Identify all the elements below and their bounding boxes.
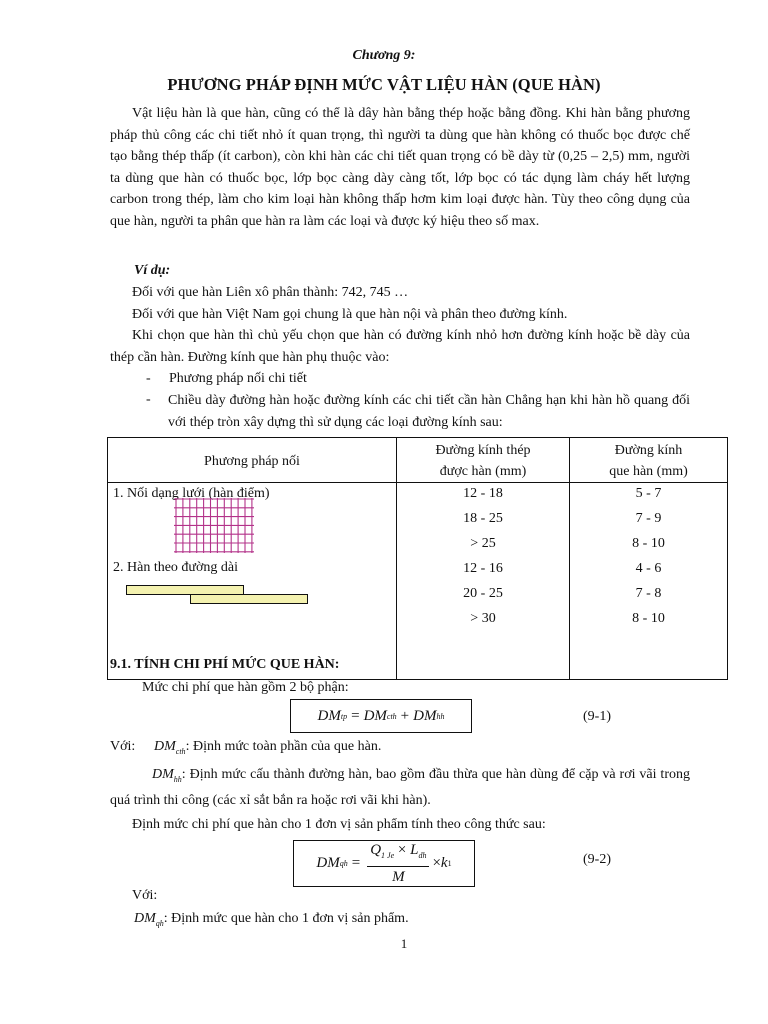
- steel-diameter-value: 20 - 25: [463, 586, 503, 601]
- equals-sign: =: [351, 855, 361, 871]
- definition-dm-hh: [110, 764, 690, 812]
- steel-diameter-cell: [397, 483, 570, 680]
- symbol-dm: DM: [154, 739, 176, 754]
- times-sign: ×: [432, 855, 441, 871]
- header-steel-line1: Đường kính thép: [435, 443, 531, 458]
- definition-dm-cth: [154, 739, 381, 756]
- fraction: [367, 841, 429, 886]
- subscript-cth: cth: [175, 746, 186, 756]
- bullet-item-1: Phương pháp nối chi tiết: [169, 371, 307, 386]
- rod-diameter-value: 7 - 9: [635, 511, 662, 526]
- method-item-2: 2. Hàn theo đường dài: [113, 560, 239, 575]
- example-line-2: Đối với que hàn Việt Nam gọi chung là que hàn nội và phân theo đường kính.: [132, 307, 568, 322]
- subscript-hh: hh: [173, 774, 182, 784]
- rod-diameter-value: 5 - 7: [635, 486, 662, 501]
- grid-mesh-icon: [174, 498, 254, 553]
- header-steel-diameter: [397, 438, 570, 483]
- symbol-dm: DM: [317, 707, 341, 724]
- steel-diameter-value: 12 - 18: [463, 486, 503, 501]
- symbol-l: L: [410, 842, 419, 858]
- symbol-dm: DM: [152, 767, 174, 782]
- header-rod-line1: Đường kính: [614, 443, 683, 458]
- steel-diameter-value: 12 - 16: [463, 561, 503, 576]
- header-rod-diameter: [570, 438, 728, 483]
- example-label: Ví dụ:: [134, 263, 171, 278]
- subscript-tp: tp: [340, 711, 348, 721]
- example-line-1: Đối với que hàn Liên xô phân thành: 742, 745 …: [132, 285, 409, 300]
- method-cell: [108, 483, 397, 680]
- rod-diameter-value: 7 - 8: [635, 586, 662, 601]
- subscript-qh: qh: [155, 918, 164, 928]
- steel-diameter-value: > 25: [470, 536, 496, 551]
- rod-diameter-value: 4 - 6: [635, 561, 662, 576]
- fraction-numerator: [367, 841, 429, 867]
- equation-number-9-1: (9-1): [583, 709, 611, 724]
- symbol-dm: DM: [316, 855, 340, 871]
- example-line-3: Khi chọn que hàn thì chủ yếu chọn que hàn có đường kính nhỏ hơn đường kính hoặc bề dày của thép cần hàn. Đường kính que hàn phụ thuộc vào:: [110, 328, 690, 365]
- rod-diameter-value: 8 - 10: [632, 611, 665, 626]
- formula-9-2-intro: Định mức chi phí que hàn cho 1 đơn vị sản phẩm tính theo công thức sau:: [132, 817, 546, 832]
- formula-9-1: [290, 699, 472, 733]
- header-method-text: Phương pháp nối: [204, 453, 300, 469]
- chapter-title: PHƯƠNG PHÁP ĐỊNH MỨC VẬT LIỆU HÀN (QUE HÀN): [167, 75, 601, 94]
- chapter-label: Chương 9:: [352, 48, 416, 63]
- subscript-1: 1: [447, 859, 452, 868]
- section-intro: Mức chi phí que hàn gồm 2 bộ phận:: [142, 680, 349, 695]
- subscript-qh: qh: [339, 859, 348, 868]
- header-steel-line2: được hàn (mm): [439, 464, 527, 479]
- fraction-denominator: M: [392, 869, 405, 885]
- subscript-dh: dh: [418, 851, 427, 860]
- intro-paragraph: Vật liệu hàn là que hàn, cũng có thể là dây hàn bằng thép hoặc bằng đồng. Khi hàn bằng phương pháp thủ công các chi tiết nhỏ ít quan trọng, thì người ta dùng que hàn không có thuốc bọc được chế tạo bằng thép thấp (ít carbon), còn khi hàn các chi tiết quan trọng có bề dày từ (0,25 – 2,5) mm, người ta dùng que hàn có thuốc bọc, lớp bọc càng dày càng tốt, lớp bọc có tác dụng làm cháy hết lượng carbon trong thép, làm cho kim loại hàn không thấp hơm kim loại được hàn. Tùy theo công dụng của que hàn, người ta phân que hàn ra làm các loại và được ký hiệu theo số max.: [110, 106, 690, 229]
- rod-diameter-cell: [570, 483, 728, 680]
- bullet-dash: -: [146, 371, 151, 386]
- header-method: [108, 438, 397, 483]
- bullet-dash: -: [146, 392, 151, 407]
- equation-number-9-2: (9-2): [583, 852, 611, 867]
- formula-9-2: [293, 840, 475, 887]
- where-label-2: Với:: [132, 888, 158, 903]
- definition-text: : Định mức cấu thành đường hàn, bao gồm đầu thừa que hàn dùng để cặp và rơi vãi trong quá trình thi công (các xỉ sắt bắn ra hoặc rơi vãi khi hàn).: [110, 767, 690, 809]
- lap-weld-bars-icon: [126, 581, 311, 607]
- method-item-1: 1. Nối dạng lưới (hàn điểm): [113, 486, 270, 501]
- definition-text: : Định mức que hàn cho 1 đơn vị sản phẩm.: [163, 911, 409, 926]
- subscript-cth: cth: [386, 711, 397, 721]
- steel-diameter-value: > 30: [470, 611, 496, 626]
- definition-dm-qh: [134, 911, 409, 928]
- section-heading: 9.1. TÍNH CHI PHÍ MỨC QUE HÀN:: [110, 657, 340, 672]
- subscript-q: 1 Je: [381, 851, 395, 860]
- symbol-dm: DM: [134, 911, 156, 926]
- rod-diameter-value: 8 - 10: [632, 536, 665, 551]
- definition-text: : Định mức toàn phần của que hàn.: [185, 739, 382, 754]
- electrode-diameter-table: [107, 437, 728, 680]
- symbol-k: k: [440, 855, 448, 871]
- symbol-q: Q: [370, 842, 382, 858]
- plus-sign: +: [400, 707, 410, 724]
- table-body-row: [108, 483, 728, 680]
- times-sign: ×: [397, 842, 407, 858]
- steel-diameter-value: 18 - 25: [463, 511, 503, 526]
- header-rod-line2: que hàn (mm): [609, 464, 688, 479]
- where-label: Với:: [110, 739, 136, 754]
- table-header-row: [108, 438, 728, 483]
- symbol-dm: DM: [363, 707, 387, 724]
- bullet-item-2: Chiều dày đường hàn hoặc đường kính các chi tiết cần hàn Chẳng hạn khi hàn hồ quang đối với thép tròn xây dựng thì sử dụng các loại đường kính sau:: [168, 393, 690, 430]
- page-number: 1: [400, 936, 408, 951]
- subscript-hh: hh: [436, 711, 445, 721]
- equals-sign: =: [351, 707, 360, 724]
- symbol-dm: DM: [413, 707, 437, 724]
